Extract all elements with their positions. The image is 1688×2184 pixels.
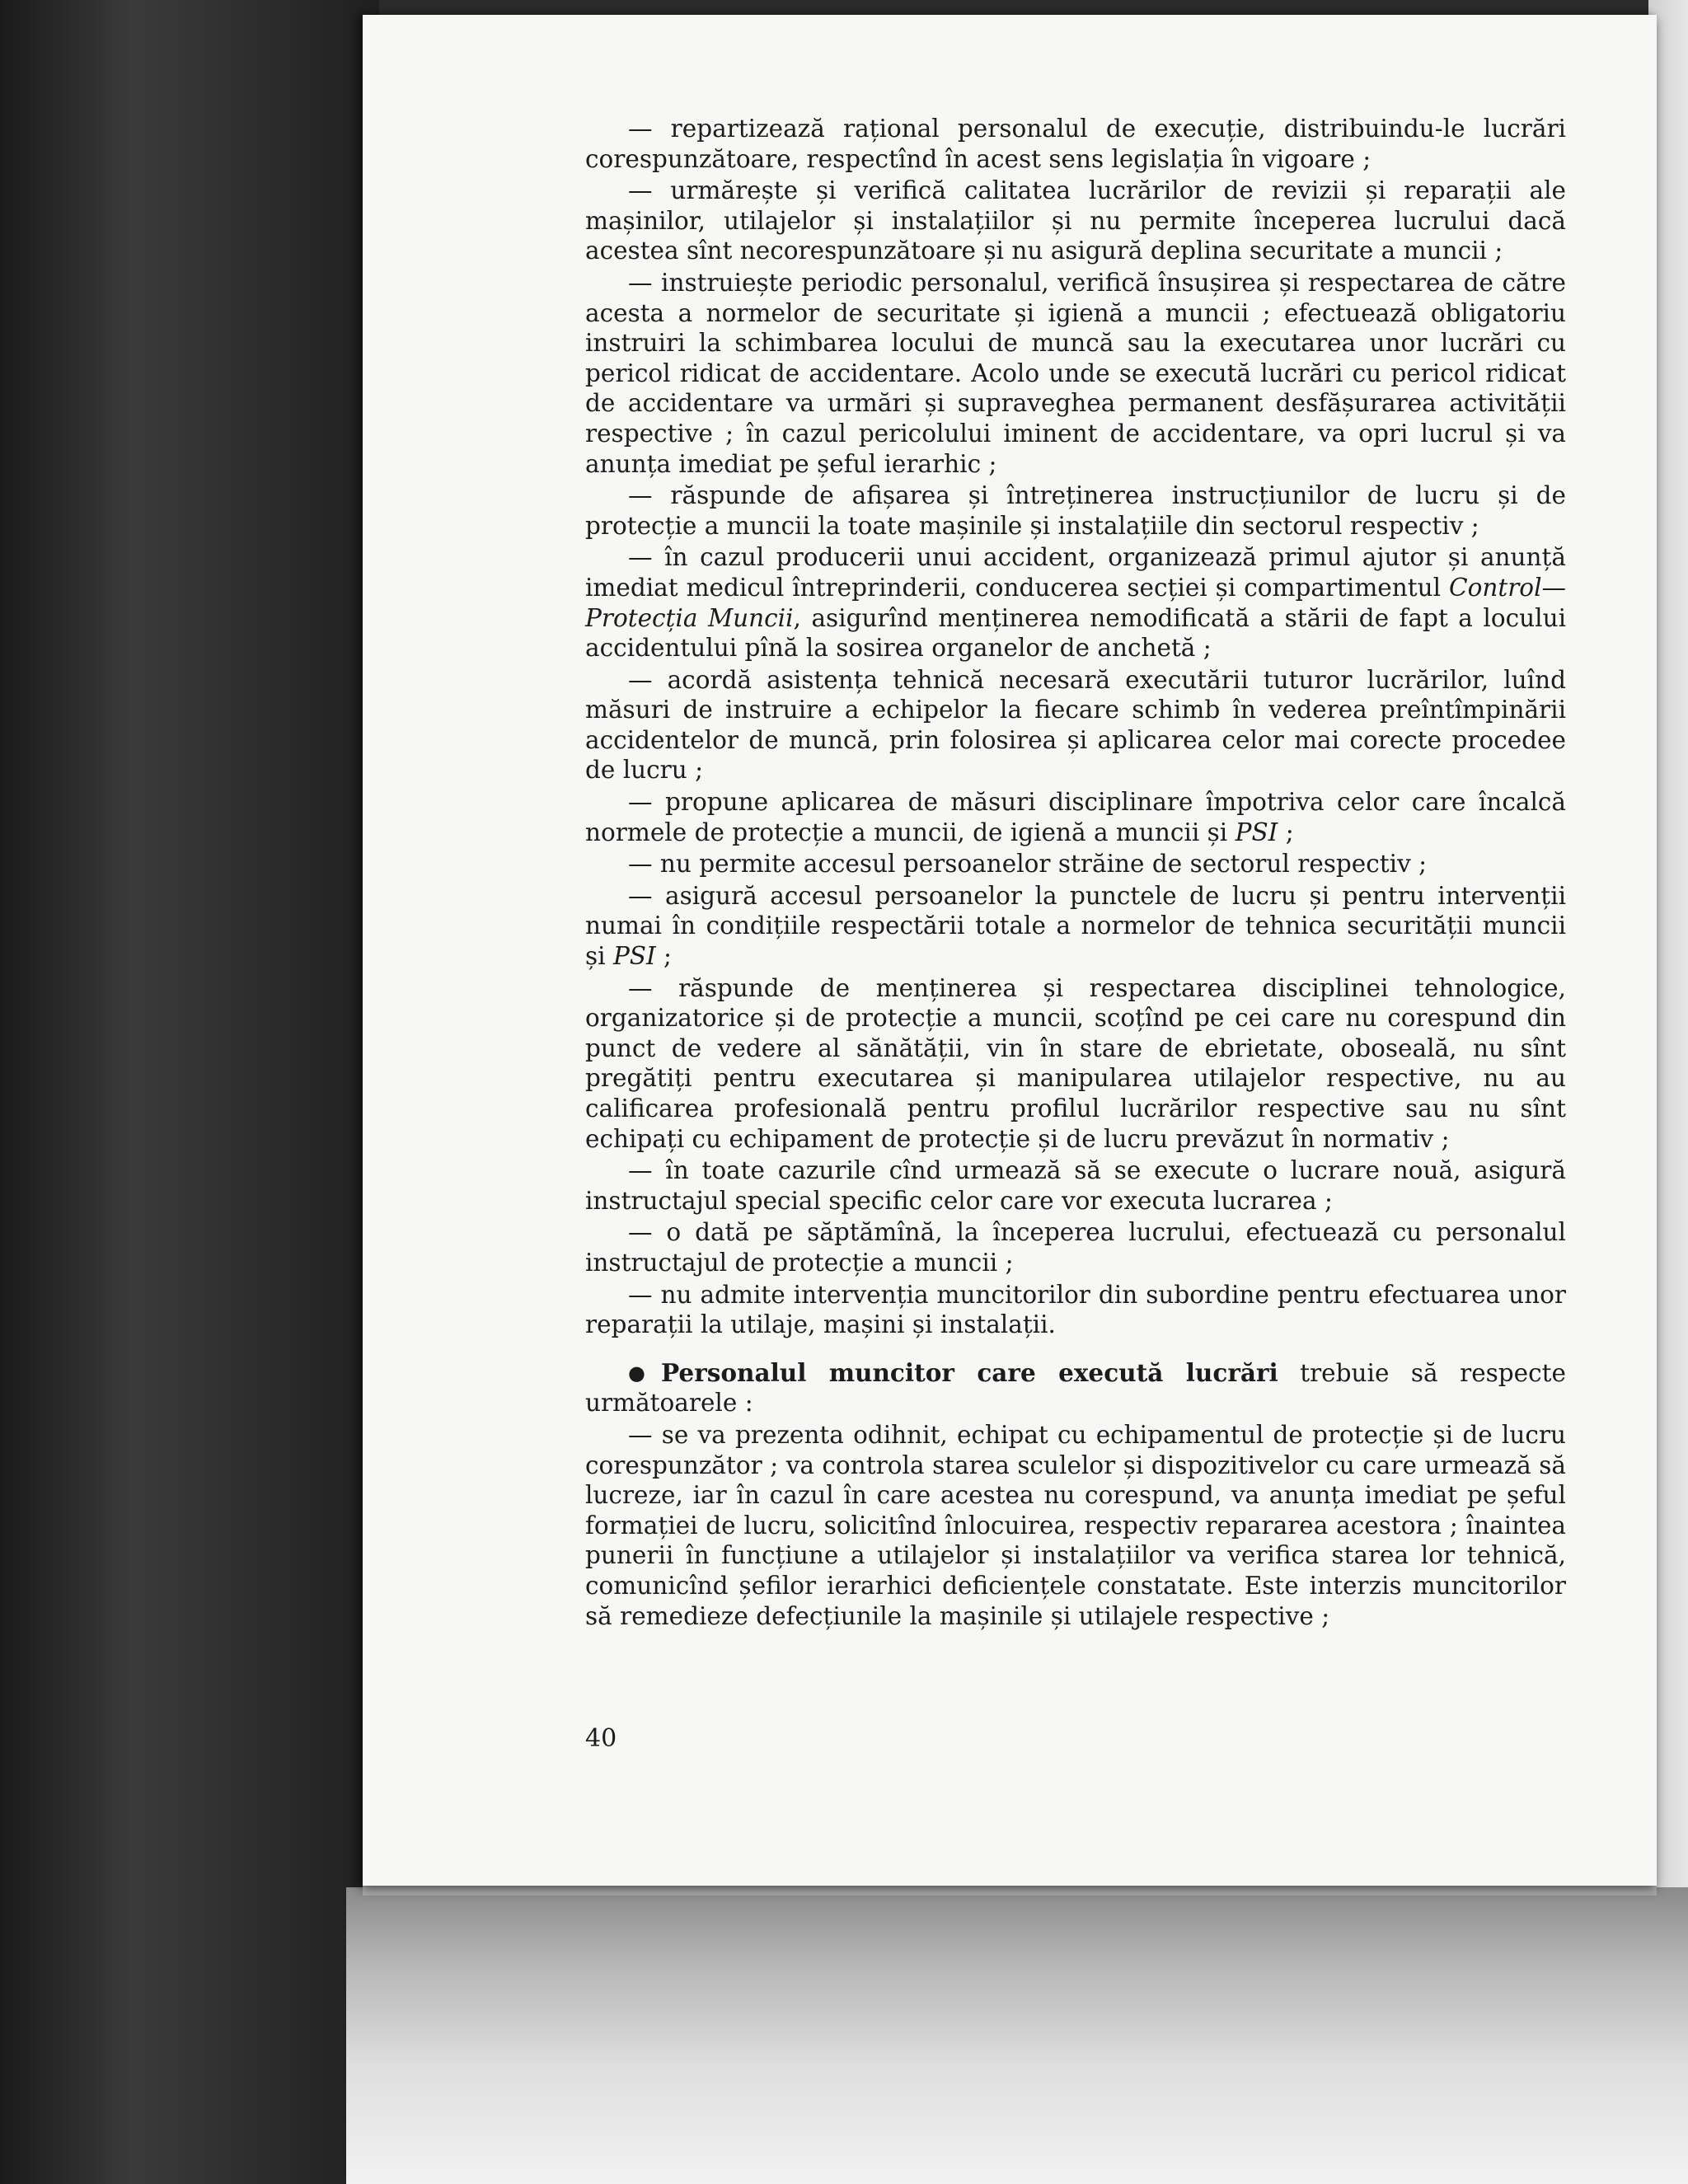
paragraph: — răspunde de menținerea și respectarea disciplinei tehnologice, organizatorice și de protecție a muncii, scoțînd pe cei care nu corespund din punct de vedere al sănătății, vin în stare de ebrietate, oboseală, nu sînt pregătiți pentru executarea și manipularea utilajelor respective, nu au calificarea profesională pentru profilul lucrărilor respective sau nu sînt echipați cu echipament de protecție și de lucru prevăzut în normativ ; [585,973,1566,1153]
paragraph: — acordă asistența tehnică necesară executării tuturor lucrărilor, luînd măsuri de instruire a echipelor la fiecare schimb în vederea preîntîmpinării accidentelor de muncă, prin folosirea și aplicarea celor mai corecte procedee de lucru ; [585,665,1566,785]
paragraph: — nu admite intervenția muncitorilor din subordine pentru efectuarea unor reparații la utilaje, mașini și instalații. [585,1280,1566,1339]
paragraph [585,787,1566,847]
italic-term: PSI [1235,818,1278,846]
heading-rest: trebuie să respecte următoarele : [585,1358,1566,1418]
heading-bold: Personalul muncitor care execută lucrări [661,1357,1278,1387]
paragraph: — nu permite accesul persoanelor străine de sectorul respectiv ; [628,850,1428,879]
paragraph: — instruiește periodic personalul, verifică însușirea și respectarea de către acesta a normelor de securitate și igienă a muncii ; efectuează obligatoriu instruiri la schimbarea locului de muncă sau la executarea unor lucrări cu pericol ridicat de accidentare. Acolo unde se execută lucrări cu pericol ridicat de accidentare va urmări și supraveghea permanent desfășurarea activității respective ; în cazul pericolului iminent de accidentare, va opri lucrul și va anunța imediat pe șeful ierarhic ; [585,268,1566,478]
paragraph: — în toate cazurile cînd urmează să se execute o lucrare nouă, asigură instructajul special specific celor care vor executa lucrarea ; [585,1156,1566,1215]
paragraph: — repartizează rațional personalul de execuție, distribuindu-le lucrări corespunzătoare, respectînd în acest sens legislația în vigoare ; [585,115,1566,173]
text-run: — în cazul producerii unui accident, organizează primul ajutor și anunță imediat medicul întreprinderii, conducerea secției și compartimentul [585,543,1566,602]
paragraph: — urmărește și verifică calitatea lucrărilor de revizii și reparații ale mașinilor, utilajelor și instalațiilor și nu permite începerea lucrului dacă acestea sînt necorespunzătoare și nu asigură deplina securitate a muncii ; [585,176,1566,265]
bullet-icon: ● [628,1361,660,1385]
paragraph: — răspunde de afișarea și întreținerea instrucțiunilor de lucru și de protecție a muncii la toate mașinile și instalațiile din sectorul respectiv ; [585,481,1566,540]
section-heading [585,1358,1566,1418]
paragraph [585,542,1566,663]
italic-term: Control—Protecția Muncii [585,573,1566,632]
text-run: , asigurînd menținerea nemodificată a stării de fapt a locului accidentului pînă la sosirea organelor de anchetă ; [585,603,1566,663]
text-run: ; [1278,818,1294,846]
body-text [585,114,1566,1633]
book-page [363,15,1657,1886]
text-run: — propune aplicarea de măsuri disciplinare împotriva celor care încalcă normele de protecție a muncii, de igienă a muncii și [585,788,1566,846]
paragraph [585,881,1566,972]
text-run: — asigură accesul persoanelor la punctele de lucru și pentru intervenții numai în condițiile respectării totale a normelor de tehnica securității muncii și [585,881,1566,971]
paragraph: — se va prezenta odihnit, echipat cu echipamentul de protecție și de lucru corespunzător ; va controla starea sculelor și dispozitivelor cu care urmează să lucreze, iar în cazul în care acestea nu corespund, va anunța imediat pe șeful formației de lucru, solicitînd înlocuirea, respectiv repararea acestora ; înaintea punerii în funcțiune a utilajelor și instalațiilor va verifica starea lor tehnică, comunicînd șefilor ierarhici deficiențele constatate. Este interzis muncitorilor să remedieze defecțiunile la mașinile și utilajele respective ; [585,1420,1566,1630]
scanner-shadow [346,1887,1688,2184]
italic-term: PSI [612,942,656,971]
text-run: ; [655,942,672,971]
scanner-background [0,0,379,2184]
paragraph: — o dată pe săptămînă, la începerea lucrului, efectuează cu personalul instructajul de protecție a muncii ; [585,1218,1566,1277]
page-number: 40 [585,1724,617,1753]
